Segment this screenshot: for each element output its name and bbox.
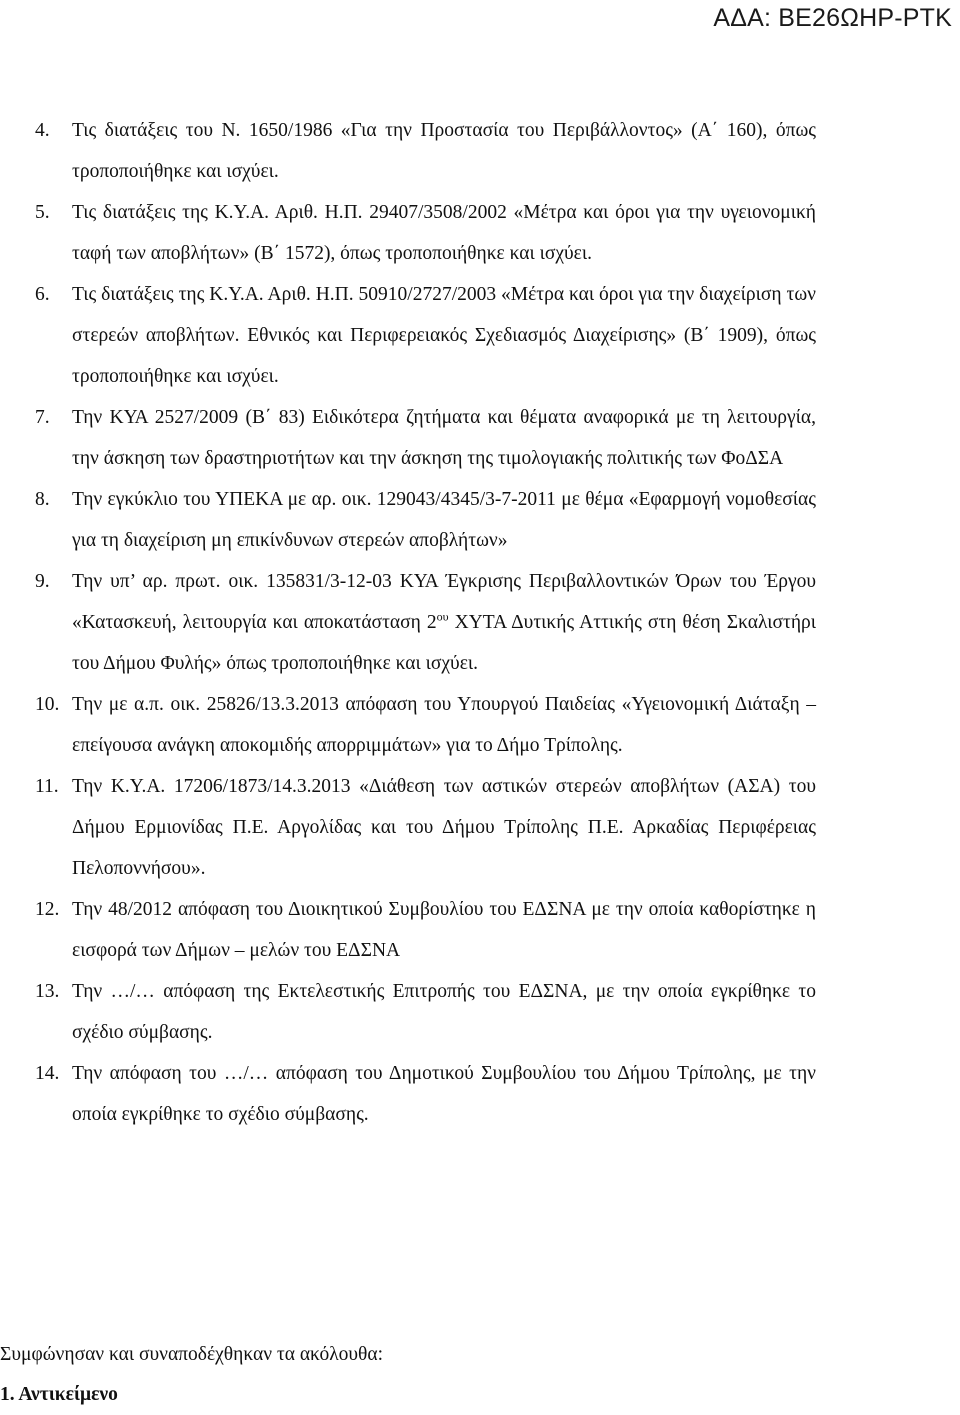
- list-item: [0, 397, 816, 479]
- list-item: [0, 889, 816, 971]
- list-item: [0, 192, 816, 274]
- item-number: 9.: [35, 571, 50, 592]
- list-item: [0, 684, 816, 766]
- ada-code: ΑΔΑ: ΒΕ26ΩΗΡ-ΡΤΚ: [713, 4, 952, 32]
- item-number: 12.: [35, 899, 60, 920]
- item-number: 14.: [35, 1063, 60, 1084]
- item-text: Την 48/2012 απόφαση του Διοικητικού Συμβουλίου του ΕΔΣΝΑ με την οποία καθορίστηκε η εισφορά των Δήμων – μελών του ΕΔΣΝΑ: [72, 899, 816, 961]
- item-text: Την απόφαση του …/… απόφαση του Δημοτικού Συμβουλίου του Δήμου Τρίπολης, με την οποία εγκρίθηκε το σχέδιο σύμβασης.: [72, 1063, 816, 1125]
- list-item: [0, 971, 816, 1053]
- list-item: [0, 110, 816, 192]
- citation-list: [0, 110, 960, 1135]
- item-text: Την …/… απόφαση της Εκτελεστικής Επιτροπής του ΕΔΣΝΑ, με την οποία εγκρίθηκε το σχέδιο σύμβασης.: [72, 981, 816, 1043]
- agreement-text: Συμφώνησαν και συναποδέχθηκαν τα ακόλουθα:: [0, 1344, 384, 1365]
- item-text: Την Κ.Υ.Α. 17206/1873/14.3.2013 «Διάθεση των αστικών στερεών αποβλήτων (ΑΣΑ) του Δήμου Ερμιονίδας Π.Ε. Αργολίδας και του Δήμου Τρίπολης Π.Ε. Αρκαδίας Περιφέρειας Πελοποννήσου».: [72, 776, 816, 879]
- item-number: 11.: [35, 776, 59, 797]
- list-item: [0, 766, 816, 889]
- item-number: 8.: [35, 489, 50, 510]
- list-item: [0, 561, 816, 684]
- item-text: Τις διατάξεις του Ν. 1650/1986 «Για την Προστασία του Περιβάλλοντος» (Α΄ 160), όπως τροποποιήθηκε και ισχύει.: [72, 120, 816, 182]
- item-text: Τις διατάξεις της Κ.Υ.Α. Αριθ. Η.Π. 29407/3508/2002 «Μέτρα και όροι για την υγειονομική ταφή των αποβλήτων» (Β΄ 1572), όπως τροποποιήθηκε και ισχύει.: [72, 202, 816, 264]
- item-number: 5.: [35, 202, 50, 223]
- item-text: Τις διατάξεις της Κ.Υ.Α. Αριθ. Η.Π. 50910/2727/2003 «Μέτρα και όροι για την διαχείριση των στερεών αποβλήτων. Εθνικός και Περιφερειακός Σχεδιασμός Διαχείρισης» (Β΄ 1909), όπως τροποποιήθηκε και ισχύει.: [72, 284, 816, 387]
- item-text: Την ΚΥΑ 2527/2009 (Β΄ 83) Ειδικότερα ζητήματα και θέματα αναφορικά με τη λειτουργία, την άσκηση των δραστηριοτήτων και την άσκηση της τιμολογιακής πολιτικής των ΦοΔΣΑ: [72, 407, 816, 469]
- item-number: 13.: [35, 981, 60, 1002]
- item-number: 4.: [35, 120, 50, 141]
- item-text-before-sup: Την υπ’ αρ. πρωτ. οικ. 135831/3-12-03 ΚΥΑ Έγκρισης Περιβαλλοντικών Όρων του Έργου «Κατασκευή, λειτουργία και αποκατάσταση 2: [72, 571, 816, 633]
- list-item: [0, 1053, 816, 1135]
- list-item: [0, 274, 816, 397]
- section-title: 1. Αντικείμενο: [0, 1384, 118, 1405]
- item-text: Την με α.π. οικ. 25826/13.3.2013 απόφαση του Υπουργού Παιδείας «Υγειονομική Διάταξη – επείγουσα ανάγκη αποκομιδής απορριμμάτων» για το Δήμο Τρίπολης.: [72, 694, 816, 756]
- ordinal-superscript: ου: [436, 609, 449, 624]
- item-number: 7.: [35, 407, 50, 428]
- item-number: 6.: [35, 284, 50, 305]
- item-number: 10.: [35, 694, 60, 715]
- list-item: [0, 479, 816, 561]
- item-text: Την εγκύκλιο του ΥΠΕΚΑ με αρ. οικ. 129043/4345/3-7-2011 με θέμα «Εφαρμογή νομοθεσίας για τη διαχείριση μη επικίνδυνων στερεών αποβλήτων»: [72, 489, 816, 551]
- item-text-after-sup: ΧΥΤΑ Δυτικής Αττικής στη θέση Σκαλιστήρι του Δήμου Φυλής» όπως τροποποιήθηκε και ισχύει.: [72, 612, 816, 674]
